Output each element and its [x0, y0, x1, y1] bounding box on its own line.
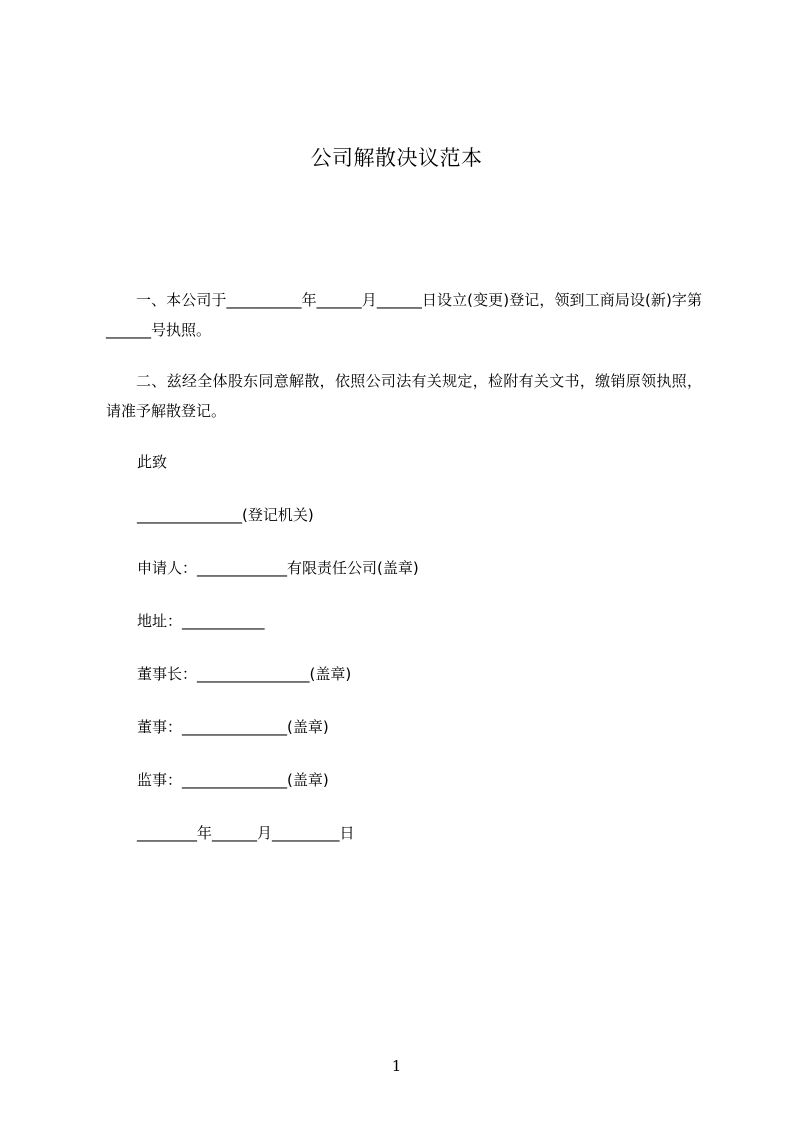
director-line: 董事：______________(盖章) — [137, 718, 329, 736]
applicant-line: 申请人：____________有限责任公司(盖章) — [137, 559, 419, 577]
chairman-line: 董事长：_______________(盖章) — [137, 665, 352, 683]
registry-line: ______________(登记机关) — [137, 506, 314, 524]
supervisor-line: 监事：______________(盖章) — [137, 771, 329, 789]
date-line: ________年______月_________日 — [137, 824, 355, 842]
page-number: 1 — [391, 1057, 402, 1075]
paragraph-dissolution: 二、兹经全体股东同意解散，依照公司法有关规定，检附有关文书，缴销原领执照，请准予解散登记。 — [106, 372, 702, 420]
paragraph-registration: 一、本公司于__________年______月______日设立(变更)登记，领到工商局设(新)字第______号执照。 — [106, 291, 702, 339]
address-line: 地址：___________ — [137, 612, 265, 630]
document-title: 公司解散决议范本 — [310, 146, 483, 170]
salutation: 此致 — [137, 453, 168, 471]
